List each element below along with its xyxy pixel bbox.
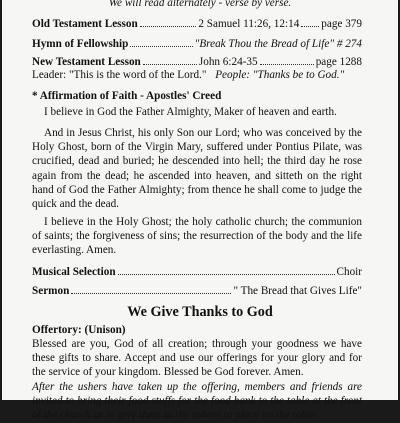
- hymn-row: [32, 38, 362, 51]
- hymn-label: Hymn of Fellowship: [32, 38, 129, 50]
- people-response: People: "Thanks be to God.": [215, 69, 345, 81]
- ot-lesson-ref: 2 Samuel 11:26, 12:14: [198, 18, 300, 30]
- creed-paragraph-1: I believe in God the Father Almighty, Maker of heaven and earth.: [44, 106, 337, 118]
- sermon-value: " The Bread that Gives Life": [233, 285, 362, 297]
- leader-dots: [143, 64, 197, 65]
- top-note: We will read alternately - verse by verse.: [108, 0, 292, 9]
- creed-heading: * Affirmation of Faith - Apostles' Creed: [32, 90, 222, 102]
- nt-lesson-row: [32, 56, 362, 69]
- leader-dots: [118, 274, 335, 275]
- music-row: [32, 266, 362, 279]
- music-value: Choir: [336, 266, 362, 278]
- ot-lesson-label: Old Testament Lesson: [32, 18, 138, 30]
- offertory-heading: Offertory: (Unison): [32, 324, 126, 336]
- creed-paragraph-3: I believe in the Holy Ghost; the holy catholic church; the communion of saints; the forgiveness of sins; the resurrection of the body and the life everlasting. Amen.: [32, 216, 362, 257]
- thanks-heading: We Give Thanks to God: [127, 304, 273, 320]
- offertory-prayer: Blessed are you, God of all creation; through your goodness we have these gifts to share. Accept and use our offerings for your glory and for the service of your kingdom. Blessed be God forever. Amen.: [32, 338, 362, 379]
- leader-dots: [260, 64, 314, 65]
- creed-paragraph-2: And in Jesus Christ, his only Son our Lord; who was conceived by the Holy Ghost, born of the Virgin Mary, suffered under Pontius Pilate, was crucified, dead and buried; he descended into hell; the third day he rose again from the dead; he ascended into heaven, and sitteth on the right hand of God the Father Almighty; from thence he shall come to judge the quick and the dead.: [32, 127, 362, 211]
- ot-lesson-row: [32, 18, 362, 31]
- leader-dots: [71, 293, 231, 294]
- nt-lesson-page: page 1288: [315, 56, 362, 68]
- response-line: [32, 69, 362, 82]
- leader-response: Leader: "This is the word of the Lord.": [32, 69, 207, 81]
- nt-lesson-ref: John 6:24-35: [198, 56, 258, 68]
- bulletin-page: [2, 0, 398, 422]
- sermon-label: Sermon: [32, 285, 70, 297]
- ot-lesson-page: page 379: [321, 18, 362, 30]
- sermon-row: [32, 285, 362, 298]
- nt-lesson-label: New Testament Lesson: [32, 56, 141, 68]
- leader-dots: [130, 46, 192, 47]
- hymn-title: "Break Thou the Bread of Life" # 274: [194, 38, 362, 50]
- ushers-note: After the ushers have taken up the offering, members and friends are invited to bring their food stuffs for the food bank to the table at the front of the church or to give them to the ushers to place on the table.: [32, 381, 362, 422]
- leader-dots: [301, 26, 319, 27]
- music-label: Musical Selection: [32, 266, 116, 278]
- leader-dots: [140, 26, 197, 27]
